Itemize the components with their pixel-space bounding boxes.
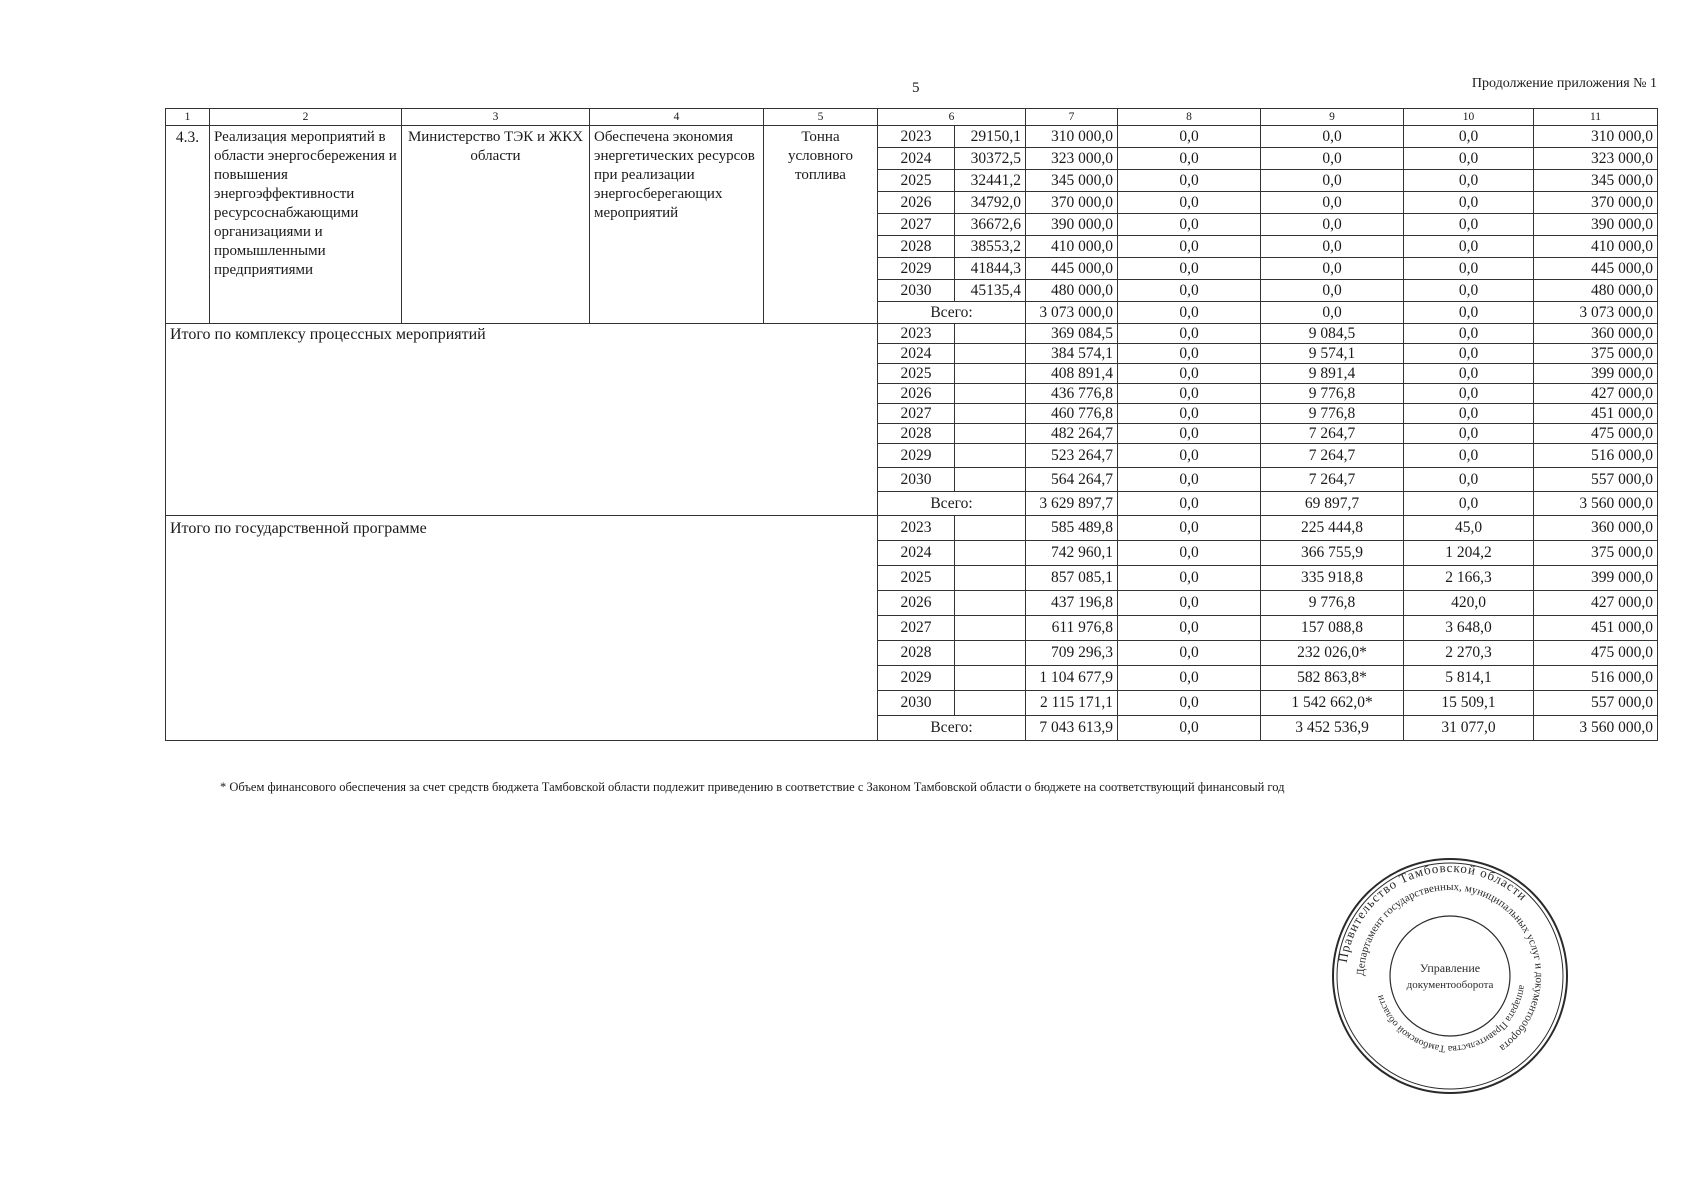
measure-name: Реализация мероприятий в области энергосбережения и повышения энергоэффективности ресурсоснабжающими организациями и промышленными предприятиями — [210, 126, 402, 324]
value-cell: 9 776,8 — [1261, 404, 1404, 424]
budget-table — [165, 108, 1658, 741]
value-cell: 3 560 000,0 — [1534, 716, 1658, 741]
value-cell: 0,0 — [1118, 716, 1261, 741]
value-cell: 0,0 — [1118, 344, 1261, 364]
column-number: 6 — [878, 109, 1026, 126]
empty-cell — [955, 364, 1026, 384]
value-cell: 480 000,0 — [1534, 280, 1658, 302]
value-cell: 399 000,0 — [1534, 364, 1658, 384]
value-cell: 475 000,0 — [1534, 641, 1658, 666]
value-cell: 0,0 — [1118, 516, 1261, 541]
value-cell: 0,0 — [1118, 541, 1261, 566]
value-cell: 310 000,0 — [1534, 126, 1658, 148]
column-number: 8 — [1118, 109, 1261, 126]
value-cell: 451 000,0 — [1534, 404, 1658, 424]
value-cell: 0,0 — [1118, 492, 1261, 516]
total-label: Всего: — [878, 302, 1026, 324]
indicator-cell: 34792,0 — [955, 192, 1026, 214]
page-number: 5 — [912, 80, 920, 96]
value-cell: 7 264,7 — [1261, 444, 1404, 468]
empty-cell — [955, 384, 1026, 404]
table-row — [166, 516, 1658, 541]
value-cell: 0,0 — [1404, 424, 1534, 444]
value-cell: 0,0 — [1261, 214, 1404, 236]
total-cell: 3 629 897,7 — [1026, 492, 1118, 516]
value-cell: 0,0 — [1404, 492, 1534, 516]
empty-cell — [955, 444, 1026, 468]
column-number: 11 — [1534, 109, 1658, 126]
value-cell: 3 648,0 — [1404, 616, 1534, 641]
total-cell: 323 000,0 — [1026, 148, 1118, 170]
value-cell: 375 000,0 — [1534, 344, 1658, 364]
indicator-cell: 36672,6 — [955, 214, 1026, 236]
value-cell: 1 542 662,0* — [1261, 691, 1404, 716]
value-cell: 232 026,0* — [1261, 641, 1404, 666]
seal-middle-text: Департамент государственных, муниципальных услуг и документооборота — [1354, 880, 1546, 1054]
total-cell: 345 000,0 — [1026, 170, 1118, 192]
total-cell: 1 104 677,9 — [1026, 666, 1118, 691]
value-cell: 0,0 — [1118, 691, 1261, 716]
value-cell: 69 897,7 — [1261, 492, 1404, 516]
year-cell: 2025 — [878, 364, 955, 384]
year-cell: 2025 — [878, 170, 955, 192]
total-cell: 410 000,0 — [1026, 236, 1118, 258]
value-cell: 0,0 — [1118, 214, 1261, 236]
value-cell: 420,0 — [1404, 591, 1534, 616]
total-cell: 585 489,8 — [1026, 516, 1118, 541]
value-cell: 0,0 — [1118, 424, 1261, 444]
value-cell: 0,0 — [1261, 192, 1404, 214]
value-cell: 557 000,0 — [1534, 691, 1658, 716]
total-cell: 857 085,1 — [1026, 566, 1118, 591]
empty-cell — [955, 516, 1026, 541]
indicator-cell: 30372,5 — [955, 148, 1026, 170]
seal-inner-text: аппарата Правительства Тамбовской области — [1374, 984, 1528, 1055]
year-cell: 2023 — [878, 126, 955, 148]
value-cell: 0,0 — [1118, 324, 1261, 344]
measure-executor: Министерство ТЭК и ЖКХ области — [402, 126, 590, 324]
value-cell: 0,0 — [1404, 280, 1534, 302]
empty-cell — [955, 468, 1026, 492]
value-cell: 0,0 — [1118, 258, 1261, 280]
value-cell: 0,0 — [1404, 384, 1534, 404]
value-cell: 451 000,0 — [1534, 616, 1658, 641]
total-cell: 2 115 171,1 — [1026, 691, 1118, 716]
value-cell: 9 084,5 — [1261, 324, 1404, 344]
empty-cell — [955, 641, 1026, 666]
value-cell: 0,0 — [1261, 302, 1404, 324]
value-cell: 45,0 — [1404, 516, 1534, 541]
value-cell: 557 000,0 — [1534, 468, 1658, 492]
empty-cell — [955, 541, 1026, 566]
value-cell: 427 000,0 — [1534, 384, 1658, 404]
indicator-cell: 45135,4 — [955, 280, 1026, 302]
value-cell: 0,0 — [1118, 591, 1261, 616]
value-cell: 0,0 — [1404, 302, 1534, 324]
value-cell: 0,0 — [1118, 280, 1261, 302]
measure-result: Обеспечена экономия энергетических ресурсов при реализации энергосберегающих мероприятий — [590, 126, 764, 324]
value-cell: 427 000,0 — [1534, 591, 1658, 616]
year-cell: 2024 — [878, 148, 955, 170]
table-row — [166, 126, 1658, 148]
year-cell: 2030 — [878, 280, 955, 302]
value-cell: 0,0 — [1261, 280, 1404, 302]
total-cell: 384 574,1 — [1026, 344, 1118, 364]
measure-number: 4.3. — [166, 126, 210, 324]
total-cell: 480 000,0 — [1026, 280, 1118, 302]
value-cell: 360 000,0 — [1534, 516, 1658, 541]
empty-cell — [955, 566, 1026, 591]
value-cell: 360 000,0 — [1534, 324, 1658, 344]
value-cell: 475 000,0 — [1534, 424, 1658, 444]
value-cell: 0,0 — [1118, 566, 1261, 591]
official-seal — [1330, 856, 1570, 1096]
indicator-cell: 41844,3 — [955, 258, 1026, 280]
value-cell: 0,0 — [1118, 170, 1261, 192]
value-cell: 0,0 — [1404, 126, 1534, 148]
value-cell: 9 776,8 — [1261, 384, 1404, 404]
total-cell: 742 960,1 — [1026, 541, 1118, 566]
year-cell: 2024 — [878, 344, 955, 364]
value-cell: 2 270,3 — [1404, 641, 1534, 666]
value-cell: 9 574,1 — [1261, 344, 1404, 364]
value-cell: 0,0 — [1261, 126, 1404, 148]
value-cell: 0,0 — [1118, 126, 1261, 148]
indicator-cell: 29150,1 — [955, 126, 1026, 148]
empty-cell — [955, 616, 1026, 641]
column-number: 3 — [402, 109, 590, 126]
seal-center-line2: документооборота — [1406, 979, 1494, 991]
empty-cell — [955, 324, 1026, 344]
column-number: 7 — [1026, 109, 1118, 126]
total-cell: 460 776,8 — [1026, 404, 1118, 424]
column-number: 5 — [764, 109, 878, 126]
value-cell: 516 000,0 — [1534, 444, 1658, 468]
value-cell: 366 755,9 — [1261, 541, 1404, 566]
total-cell: 390 000,0 — [1026, 214, 1118, 236]
value-cell: 2 166,3 — [1404, 566, 1534, 591]
value-cell: 0,0 — [1404, 344, 1534, 364]
total-cell: 437 196,8 — [1026, 591, 1118, 616]
empty-cell — [955, 591, 1026, 616]
total-cell: 369 084,5 — [1026, 324, 1118, 344]
table-row — [166, 324, 1658, 344]
value-cell: 0,0 — [1118, 384, 1261, 404]
value-cell: 3 073 000,0 — [1534, 302, 1658, 324]
seal-center-line1: Управление — [1419, 961, 1481, 975]
year-cell: 2028 — [878, 424, 955, 444]
year-cell: 2023 — [878, 324, 955, 344]
value-cell: 0,0 — [1118, 468, 1261, 492]
empty-cell — [955, 666, 1026, 691]
value-cell: 7 264,7 — [1261, 468, 1404, 492]
value-cell: 5 814,1 — [1404, 666, 1534, 691]
total-cell: 709 296,3 — [1026, 641, 1118, 666]
total-cell: 611 976,8 — [1026, 616, 1118, 641]
column-number: 2 — [210, 109, 402, 126]
indicator-cell: 38553,2 — [955, 236, 1026, 258]
empty-cell — [955, 691, 1026, 716]
year-cell: 2027 — [878, 214, 955, 236]
value-cell: 0,0 — [1118, 192, 1261, 214]
value-cell: 3 452 536,9 — [1261, 716, 1404, 741]
year-cell: 2027 — [878, 404, 955, 424]
value-cell: 157 088,8 — [1261, 616, 1404, 641]
total-cell: 310 000,0 — [1026, 126, 1118, 148]
value-cell: 7 264,7 — [1261, 424, 1404, 444]
total-label: Всего: — [878, 492, 1026, 516]
year-cell: 2024 — [878, 541, 955, 566]
value-cell: 335 918,8 — [1261, 566, 1404, 591]
year-cell: 2029 — [878, 258, 955, 280]
year-cell: 2023 — [878, 516, 955, 541]
value-cell: 0,0 — [1261, 258, 1404, 280]
value-cell: 0,0 — [1404, 468, 1534, 492]
value-cell: 516 000,0 — [1534, 666, 1658, 691]
year-cell: 2026 — [878, 192, 955, 214]
year-cell: 2028 — [878, 641, 955, 666]
value-cell: 0,0 — [1118, 364, 1261, 384]
value-cell: 375 000,0 — [1534, 541, 1658, 566]
value-cell: 0,0 — [1404, 444, 1534, 468]
seal-inner-ring — [1390, 916, 1510, 1036]
value-cell: 399 000,0 — [1534, 566, 1658, 591]
value-cell: 0,0 — [1404, 236, 1534, 258]
value-cell: 0,0 — [1118, 148, 1261, 170]
total-cell: 445 000,0 — [1026, 258, 1118, 280]
value-cell: 15 509,1 — [1404, 691, 1534, 716]
value-cell: 582 863,8* — [1261, 666, 1404, 691]
total-cell: 564 264,7 — [1026, 468, 1118, 492]
value-cell: 0,0 — [1118, 444, 1261, 468]
column-number: 1 — [166, 109, 210, 126]
value-cell: 0,0 — [1404, 258, 1534, 280]
value-cell: 9 776,8 — [1261, 591, 1404, 616]
value-cell: 3 560 000,0 — [1534, 492, 1658, 516]
total-cell: 482 264,7 — [1026, 424, 1118, 444]
value-cell: 9 891,4 — [1261, 364, 1404, 384]
empty-cell — [955, 404, 1026, 424]
indicator-cell: 32441,2 — [955, 170, 1026, 192]
year-cell: 2030 — [878, 468, 955, 492]
program-total-label: Итого по государственной программе — [166, 516, 878, 741]
value-cell: 225 444,8 — [1261, 516, 1404, 541]
total-cell: 408 891,4 — [1026, 364, 1118, 384]
year-cell: 2029 — [878, 666, 955, 691]
column-number: 4 — [590, 109, 764, 126]
value-cell: 0,0 — [1261, 170, 1404, 192]
total-cell: 436 776,8 — [1026, 384, 1118, 404]
year-cell: 2029 — [878, 444, 955, 468]
year-cell: 2025 — [878, 566, 955, 591]
value-cell: 0,0 — [1404, 148, 1534, 170]
value-cell: 0,0 — [1261, 236, 1404, 258]
value-cell: 390 000,0 — [1534, 214, 1658, 236]
total-label: Всего: — [878, 716, 1026, 741]
total-cell: 3 073 000,0 — [1026, 302, 1118, 324]
process-total-label: Итого по комплексу процессных мероприятий — [166, 324, 878, 516]
value-cell: 0,0 — [1118, 641, 1261, 666]
value-cell: 0,0 — [1404, 214, 1534, 236]
value-cell: 0,0 — [1404, 364, 1534, 384]
value-cell: 0,0 — [1404, 192, 1534, 214]
value-cell: 0,0 — [1118, 302, 1261, 324]
value-cell: 0,0 — [1404, 324, 1534, 344]
total-cell: 370 000,0 — [1026, 192, 1118, 214]
value-cell: 0,0 — [1118, 666, 1261, 691]
value-cell: 0,0 — [1404, 404, 1534, 424]
column-numbers-row — [166, 109, 1658, 126]
value-cell: 0,0 — [1118, 404, 1261, 424]
column-number: 9 — [1261, 109, 1404, 126]
value-cell: 0,0 — [1404, 170, 1534, 192]
year-cell: 2026 — [878, 591, 955, 616]
seal-outer-text: Правительство Тамбовской области — [1334, 859, 1531, 964]
empty-cell — [955, 344, 1026, 364]
total-cell: 7 043 613,9 — [1026, 716, 1118, 741]
value-cell: 0,0 — [1118, 236, 1261, 258]
value-cell: 0,0 — [1261, 148, 1404, 170]
continuation-caption: Продолжение приложения № 1 — [1471, 76, 1657, 91]
value-cell: 410 000,0 — [1534, 236, 1658, 258]
total-cell: 523 264,7 — [1026, 444, 1118, 468]
footnote: * Объем финансового обеспечения за счет средств бюджета Тамбовской области подлежит приведению в соответствие с Законом Тамбовской области о бюджете на соответствующий финансовый год — [220, 780, 1285, 794]
year-cell: 2027 — [878, 616, 955, 641]
empty-cell — [955, 424, 1026, 444]
value-cell: 1 204,2 — [1404, 541, 1534, 566]
value-cell: 0,0 — [1118, 616, 1261, 641]
year-cell: 2026 — [878, 384, 955, 404]
year-cell: 2028 — [878, 236, 955, 258]
value-cell: 31 077,0 — [1404, 716, 1534, 741]
column-number: 10 — [1404, 109, 1534, 126]
year-cell: 2030 — [878, 691, 955, 716]
value-cell: 323 000,0 — [1534, 148, 1658, 170]
value-cell: 445 000,0 — [1534, 258, 1658, 280]
measure-unit: Тонна условного топлива — [764, 126, 878, 324]
value-cell: 345 000,0 — [1534, 170, 1658, 192]
value-cell: 370 000,0 — [1534, 192, 1658, 214]
